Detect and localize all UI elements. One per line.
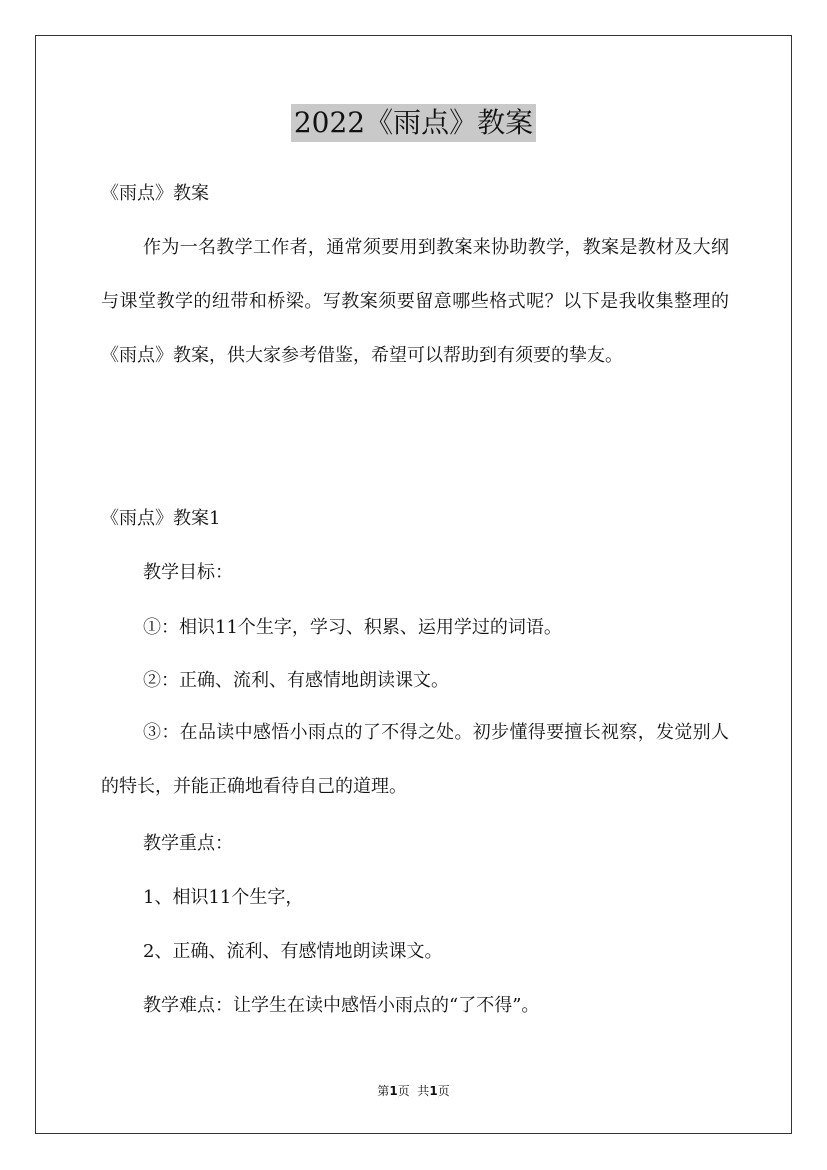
key-point-item-2: 2、正确、流利、有感情地朗读课文。 [143, 941, 443, 962]
objective-item-1: ①：相识11个生字，学习、积累、运用学过的词语。 [143, 617, 562, 638]
footer-page-middle: 页 共 [397, 1084, 430, 1098]
footer-page-total: 1 [429, 1084, 438, 1098]
objective-item-3: ③：在品读中感悟小雨点的了不得之处。初步懂得要擅长视察，发觉别人的特长，并能正确地看待自己的道理。 [101, 722, 729, 797]
document-subtitle: 《雨点》教案 [101, 183, 209, 204]
key-points-label: 教学重点： [143, 833, 233, 854]
key-point-item-1: 1、相识11个生字， [143, 887, 304, 908]
intro-paragraph: 作为一名教学工作者，通常须要用到教案来协助教学，教案是教材及大纲与课堂教学的纽带和桥梁。写教案须要留意哪些格式呢？以下是我收集整理的《雨点》教案，供大家参考借鉴，希望可以帮助到有须要的挚友。 [101, 237, 729, 366]
footer-page-suffix: 页 [437, 1084, 450, 1098]
title-container [0, 104, 827, 142]
section-heading: 《雨点》教案1 [101, 508, 221, 529]
footer-page-prefix: 第 [377, 1084, 390, 1098]
objective-item-2: ②：正确、流利、有感情地朗读课文。 [143, 670, 449, 691]
page-footer [0, 1083, 827, 1099]
document-title: 2022《雨点》教案 [291, 104, 536, 142]
footer-page-current: 1 [389, 1084, 398, 1098]
difficulty-statement: 教学难点：让学生在读中感悟小雨点的“了不得”。 [143, 995, 540, 1016]
objectives-label: 教学目标： [143, 562, 233, 583]
